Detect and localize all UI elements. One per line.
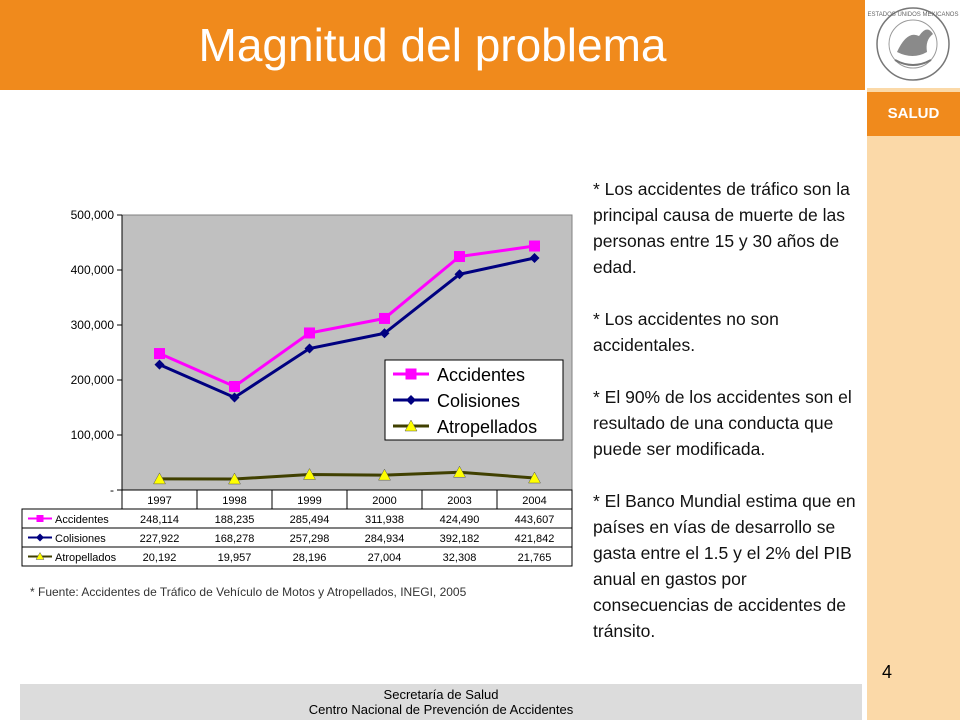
data-label: 257,298 [289,533,330,545]
data-label: 188,235 [214,514,255,526]
accidentes-point [454,251,465,262]
footer [20,684,862,720]
y-tick-label: - [110,483,114,497]
y-tick-label: 300,000 [70,318,114,332]
data-label: 421,842 [514,533,555,545]
salud-logo: SALUD [867,92,960,136]
footer-line-2: Centro Nacional de Prevención de Accidentes [308,702,574,717]
data-label: 32,308 [442,552,477,564]
data-label: 285,494 [289,514,330,526]
footer-line-1: Secretaría de Salud [383,687,499,702]
accidentes-point [406,369,417,380]
x-tick-label: 1997 [147,495,172,507]
source-note: * Fuente: Accidentes de Tráfico de Vehículo de Motos y Atropellados, INEGI, 2005 [30,585,467,599]
bullet-4: * El Banco Mundial estima que en países en vías de desarrollo se gasta entre el 1.5 y el 2% del PIB anual en gastos por consecuencias de accidentes de tránsito. [593,491,856,641]
data-label: 19,957 [217,552,252,564]
legend-label: Colisiones [437,391,521,411]
accidentes-point [304,327,315,338]
accidentes-point [529,241,540,252]
accidentes-point [229,381,240,392]
accidentes-point [154,348,165,359]
data-label: 248,114 [140,514,179,526]
seal-text: ESTADOS UNIDOS MEXICANOS [867,12,959,18]
legend-label: Accidentes [437,365,526,385]
table-series-name: Accidentes [55,514,109,526]
table-legend-marker [37,515,44,522]
x-tick-label: 2004 [522,495,547,507]
x-tick-label: 1999 [297,495,322,507]
bullet-2: * Los accidentes no son accidentales. [593,309,779,355]
data-label: 21,765 [517,552,552,564]
data-label: 424,490 [439,514,480,526]
y-tick-label: 200,000 [70,373,114,387]
bullet-list [593,176,863,670]
legend-label: Atropellados [437,417,538,437]
line-chart [0,180,580,600]
table-series-name: Colisiones [55,533,106,545]
x-tick-label: 2000 [372,495,397,507]
data-label: 27,004 [367,552,402,564]
data-label: 227,922 [139,533,180,545]
bullet-1: * Los accidentes de tráfico son la principal causa de muerte de las personas entre 15 y 30 años de edad. [593,179,850,277]
data-label: 311,938 [365,514,404,526]
x-tick-label: 2003 [447,495,472,507]
y-tick-label: 400,000 [70,263,114,277]
data-label: 168,278 [214,533,255,545]
plot-area [71,208,572,497]
plot-background [122,215,572,490]
x-tick-label: 1998 [222,495,247,507]
y-tick-label: 100,000 [70,428,114,442]
y-tick-label: 500,000 [70,208,114,222]
table-series-name: Atropellados [55,552,117,564]
bullet-3: * El 90% de los accidentes son el resultado de una conducta que puede ser modificada. [593,387,852,459]
page-number: 4 [881,662,892,682]
data-label: 284,934 [364,533,405,545]
page-title: Magnitud del problema [198,19,667,71]
data-table [22,490,572,566]
data-label: 28,196 [292,552,327,564]
data-label: 20,192 [142,552,177,564]
data-label: 392,182 [439,533,480,545]
mexico-seal [867,0,960,88]
accidentes-point [379,313,390,324]
eagle-seal-icon [867,0,960,88]
data-label: 443,607 [514,514,555,526]
